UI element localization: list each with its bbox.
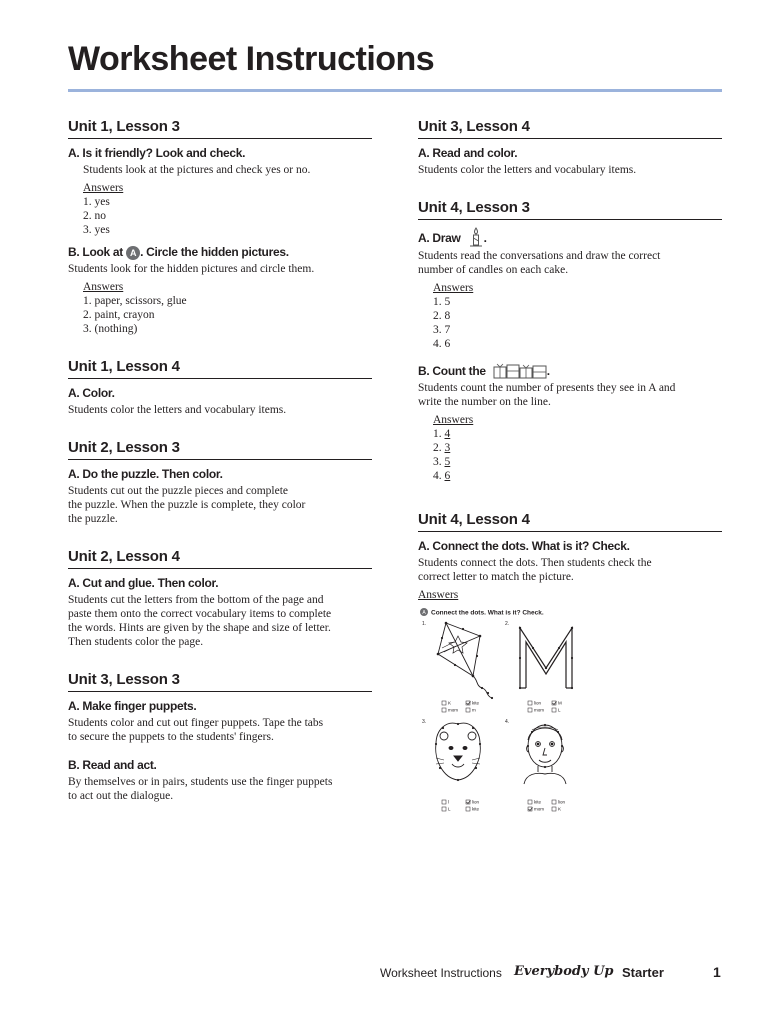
svg-text:mom: mom	[534, 806, 544, 812]
answers-label: Answers	[83, 281, 124, 293]
lion-dots	[435, 723, 481, 781]
svg-text:K: K	[448, 700, 452, 706]
kite-drawing	[438, 623, 492, 698]
answers-label: Answers	[433, 282, 474, 294]
footer-label: Worksheet Instructions	[380, 966, 502, 980]
title-divider	[68, 89, 722, 92]
svg-text:L: L	[448, 806, 451, 812]
section-heading: Unit 1, Lesson 3	[68, 118, 372, 139]
section-unit3-lesson3	[68, 671, 372, 803]
section-unit4-lesson3	[418, 199, 722, 483]
svg-text:l: l	[448, 799, 449, 805]
panel-number: 3.	[422, 719, 427, 725]
badge-letter: A	[422, 610, 426, 616]
activity-title: A. Make finger puppets.	[68, 699, 197, 713]
presents-icon	[493, 361, 547, 379]
section-unit2-lesson4	[68, 548, 372, 649]
candle-icon	[468, 227, 484, 247]
section-heading: Unit 3, Lesson 4	[418, 118, 722, 139]
svg-text:m: m	[472, 707, 476, 713]
activity-instructions: Students cut the letters from the bottom of the page and paste them onto the correct vocabulary items to complete the words. Hints are given by the shape and size of letter. Then students color the page.	[68, 594, 332, 648]
letter-m-dots	[519, 627, 573, 689]
activity-title: A. Is it friendly? Look and check.	[68, 146, 246, 160]
activity-title: B. Read and act.	[68, 758, 157, 772]
svg-text:K: K	[558, 806, 562, 812]
svg-text:M: M	[558, 700, 562, 706]
activity-instructions: Students connect the dots. Then students check the correct letter to match the picture.	[418, 557, 652, 583]
sheet-title: Connect the dots. What is it? Check.	[431, 609, 544, 617]
activity-instructions: Students color and cut out finger puppets. Tape the tabs to secure the puppets to the students' fingers.	[68, 717, 324, 743]
answers-label: Answers	[83, 182, 124, 194]
svg-text:lion: lion	[534, 700, 542, 706]
answer-item: 1. paper, scissors, glue	[83, 295, 187, 307]
footer-brand: Everybody Up	[514, 964, 614, 979]
activity-title: A. Color.	[68, 386, 115, 400]
answer-item: 1. 5	[433, 296, 451, 308]
answer-item: 3. yes	[83, 224, 110, 236]
page-number: 1	[713, 964, 721, 980]
activity-title: A. Do the puzzle. Then color.	[68, 467, 223, 481]
section-unit4-lesson4	[418, 511, 722, 831]
answer-item: 2. paint, crayon	[83, 309, 155, 321]
letter-m-drawing	[520, 628, 572, 688]
right-column	[418, 118, 722, 853]
activity-title: A. Draw .	[418, 227, 722, 247]
section-unit3-lesson4	[418, 118, 722, 177]
answer-item: 1. yes	[83, 196, 110, 208]
svg-text:L: L	[558, 707, 561, 713]
section-unit1-lesson4	[68, 358, 372, 417]
page-title: Worksheet Instructions	[68, 40, 435, 78]
face-dots	[527, 724, 563, 768]
panel-number: 2.	[505, 621, 510, 627]
page-footer	[0, 964, 768, 984]
activity-title: A. Cut and glue. Then color.	[68, 576, 219, 590]
activity-b	[68, 245, 372, 336]
footer-level: Starter	[622, 965, 664, 980]
answer-item: 4. 6	[433, 338, 451, 350]
panel-number: 1.	[422, 621, 427, 627]
activity-title: B. Count the .	[418, 361, 722, 379]
panel3-options	[442, 800, 480, 812]
activity-a	[68, 146, 372, 237]
activity-instructions: Students read the conversations and draw the correct number of candles on each cake.	[418, 250, 661, 276]
svg-text:lion: lion	[472, 799, 480, 805]
lion-drawing	[436, 723, 481, 780]
section-unit1-lesson3	[68, 118, 372, 336]
face-drawing	[524, 725, 566, 784]
answer-item: 3. 5	[433, 456, 451, 468]
activity-title: A. Connect the dots. What is it? Check.	[418, 539, 630, 553]
activity-instructions: Students color the letters and vocabulary items.	[418, 164, 637, 176]
activity-instructions: By themselves or in pairs, students use the finger puppets to act out the dialogue.	[68, 776, 333, 802]
connect-dots-answer-sheet	[418, 606, 588, 826]
panel4-options	[528, 800, 566, 812]
section-heading: Unit 2, Lesson 4	[68, 548, 372, 569]
section-heading: Unit 4, Lesson 3	[418, 199, 722, 220]
svg-text:lion: lion	[558, 799, 566, 805]
activity-a-badge: A	[126, 246, 140, 260]
section-heading: Unit 3, Lesson 3	[68, 671, 372, 692]
activity-instructions: Students look at the pictures and check yes or no.	[83, 164, 311, 176]
answer-item: 3. 7	[433, 324, 451, 336]
svg-text:kite: kite	[472, 806, 480, 812]
answer-item: 1. 4	[433, 428, 451, 440]
activity-instructions: Students look for the hidden pictures and circle them.	[68, 263, 315, 275]
section-heading: Unit 2, Lesson 3	[68, 439, 372, 460]
activity-instructions: Students color the letters and vocabulary items.	[68, 404, 287, 416]
answer-item: 2. no	[83, 210, 106, 222]
svg-text:mom: mom	[534, 707, 544, 713]
answer-item: 2. 8	[433, 310, 451, 322]
panel1-options	[442, 701, 480, 713]
section-heading: Unit 4, Lesson 4	[418, 511, 722, 532]
activity-instructions: Students count the number of presents they see in A and write the number on the line.	[418, 382, 676, 408]
section-unit2-lesson3	[68, 439, 372, 526]
svg-text:kite: kite	[534, 799, 542, 805]
answers-label: Answers	[418, 589, 459, 601]
answer-item: 3. (nothing)	[83, 323, 138, 335]
answers-label: Answers	[433, 414, 474, 426]
answer-item: 2. 3	[433, 442, 451, 454]
panel-number: 4.	[505, 719, 510, 725]
panel2-options	[528, 701, 562, 713]
svg-text:kite: kite	[472, 700, 480, 706]
left-column	[68, 118, 372, 825]
activity-title: B. Look at A . Circle the hidden pictures.	[68, 245, 289, 259]
answer-item: 4. 6	[433, 470, 451, 482]
svg-text:mom: mom	[448, 707, 458, 713]
section-heading: Unit 1, Lesson 4	[68, 358, 372, 379]
activity-title: A. Read and color.	[418, 146, 518, 160]
activity-instructions: Students cut out the puzzle pieces and complete the puzzle. When the puzzle is complete, they color the puzzle.	[68, 485, 306, 525]
